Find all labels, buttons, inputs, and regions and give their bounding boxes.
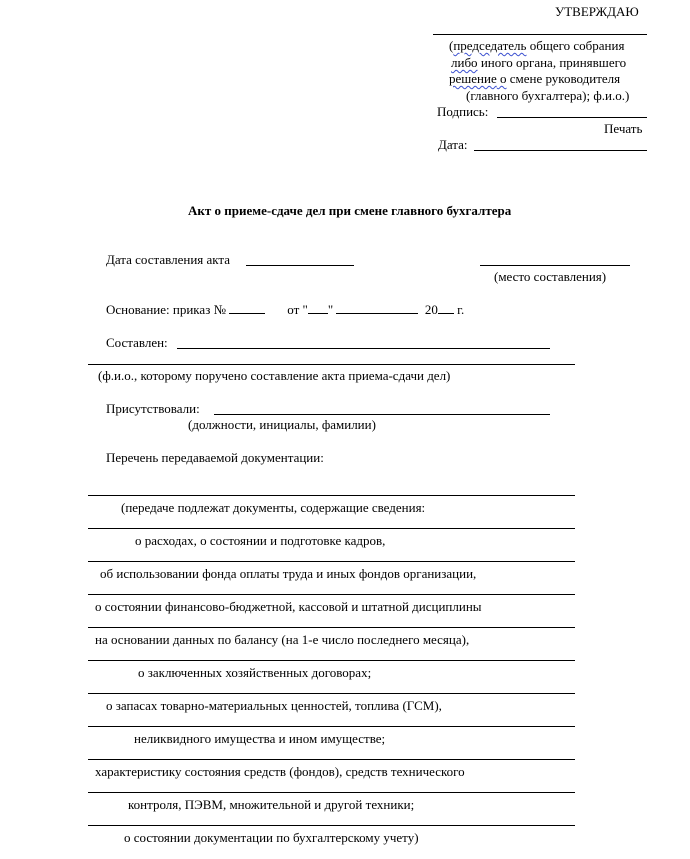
approval-date-label: Дата: bbox=[438, 137, 468, 152]
approval-hint-word: о bbox=[496, 71, 507, 86]
approval-hint-line-1: (председатель общего собрания bbox=[449, 38, 625, 53]
docs-line[interactable] bbox=[88, 561, 575, 562]
docs-item: о заключенных хозяйственных договорах; bbox=[138, 665, 372, 680]
basis-year: 20 bbox=[424, 302, 438, 317]
approval-hint-word: решение bbox=[449, 71, 497, 86]
approval-hint-word: либо bbox=[451, 55, 478, 70]
signature-label: Подпись: bbox=[437, 104, 489, 119]
place-hint: (место составления) bbox=[494, 269, 607, 284]
docs-item: характеристику состояния средств (фондов), средств технического bbox=[95, 764, 465, 779]
docs-item: о состоянии финансово-бюджетной, кассовой и штатной дисциплины bbox=[95, 599, 482, 614]
docs-line[interactable] bbox=[88, 825, 575, 826]
docs-line[interactable] bbox=[88, 627, 575, 628]
docs-line[interactable] bbox=[88, 726, 575, 727]
order-month-blank[interactable] bbox=[336, 301, 418, 314]
composed-line[interactable] bbox=[177, 348, 550, 349]
approval-heading: УТВЕРЖДАЮ bbox=[555, 4, 639, 19]
approver-name-line[interactable] bbox=[433, 34, 647, 35]
approval-hint-line-4: (главного бухгалтера); ф.и.о.) bbox=[466, 88, 630, 103]
composed-label: Составлен: bbox=[106, 335, 168, 350]
docs-line[interactable] bbox=[88, 660, 575, 661]
docs-item: на основании данных по балансу (на 1-е число последнего месяца), bbox=[95, 632, 470, 647]
approval-hint-line-2: либо иного органа, принявшего bbox=[451, 55, 627, 70]
approval-hint-word: председатель bbox=[453, 38, 527, 53]
composed-line-2[interactable] bbox=[88, 364, 575, 365]
docs-item: о запасах товарно-материальных ценностей, топлива (ГСМ), bbox=[106, 698, 442, 713]
docs-line[interactable] bbox=[88, 528, 575, 529]
present-line[interactable] bbox=[214, 414, 550, 415]
stamp-label: Печать bbox=[604, 121, 643, 136]
order-year-blank[interactable] bbox=[438, 301, 454, 314]
composed-hint: (ф.и.о., которому поручено составление акта приема-сдачи дел) bbox=[98, 368, 451, 383]
act-date-line[interactable] bbox=[246, 265, 354, 266]
docs-item: об использовании фонда оплаты труда и иных фондов организации, bbox=[100, 566, 477, 581]
present-label: Присутствовали: bbox=[106, 401, 200, 416]
document-title: Акт о приеме-сдаче дел при смене главного бухгалтера bbox=[188, 203, 512, 218]
basis-line: Основание: приказ № от " " 20 г. bbox=[106, 302, 465, 317]
docs-item: о расходах, о состоянии и подготовке кадров, bbox=[135, 533, 386, 548]
act-date-label: Дата составления акта bbox=[106, 252, 231, 267]
docs-line[interactable] bbox=[88, 759, 575, 760]
basis-from: от " bbox=[287, 302, 308, 317]
signature-line[interactable] bbox=[497, 117, 647, 118]
docs-item: контроля, ПЭВМ, множительной и другой техники; bbox=[128, 797, 415, 812]
present-hint: (должности, инициалы, фамилии) bbox=[188, 417, 376, 432]
docs-line[interactable] bbox=[88, 792, 575, 793]
approval-hint-line-3: решение о смене руководителя bbox=[449, 71, 621, 86]
docs-item: о состоянии документации по бухгалтерскому учету) bbox=[124, 830, 419, 845]
approval-date-line[interactable] bbox=[474, 150, 647, 151]
docs-line[interactable] bbox=[88, 495, 575, 496]
docs-item: неликвидного имущества и ином имуществе; bbox=[134, 731, 386, 746]
basis-label: Основание: приказ № bbox=[106, 302, 226, 317]
docs-item: (передаче подлежат документы, содержащие сведения: bbox=[121, 500, 426, 515]
order-day-blank[interactable] bbox=[308, 301, 328, 314]
docs-line[interactable] bbox=[88, 594, 575, 595]
docs-label: Перечень передаваемой документации: bbox=[106, 450, 324, 465]
docs-line[interactable] bbox=[88, 693, 575, 694]
place-line[interactable] bbox=[480, 265, 630, 266]
order-number-blank[interactable] bbox=[229, 301, 265, 314]
